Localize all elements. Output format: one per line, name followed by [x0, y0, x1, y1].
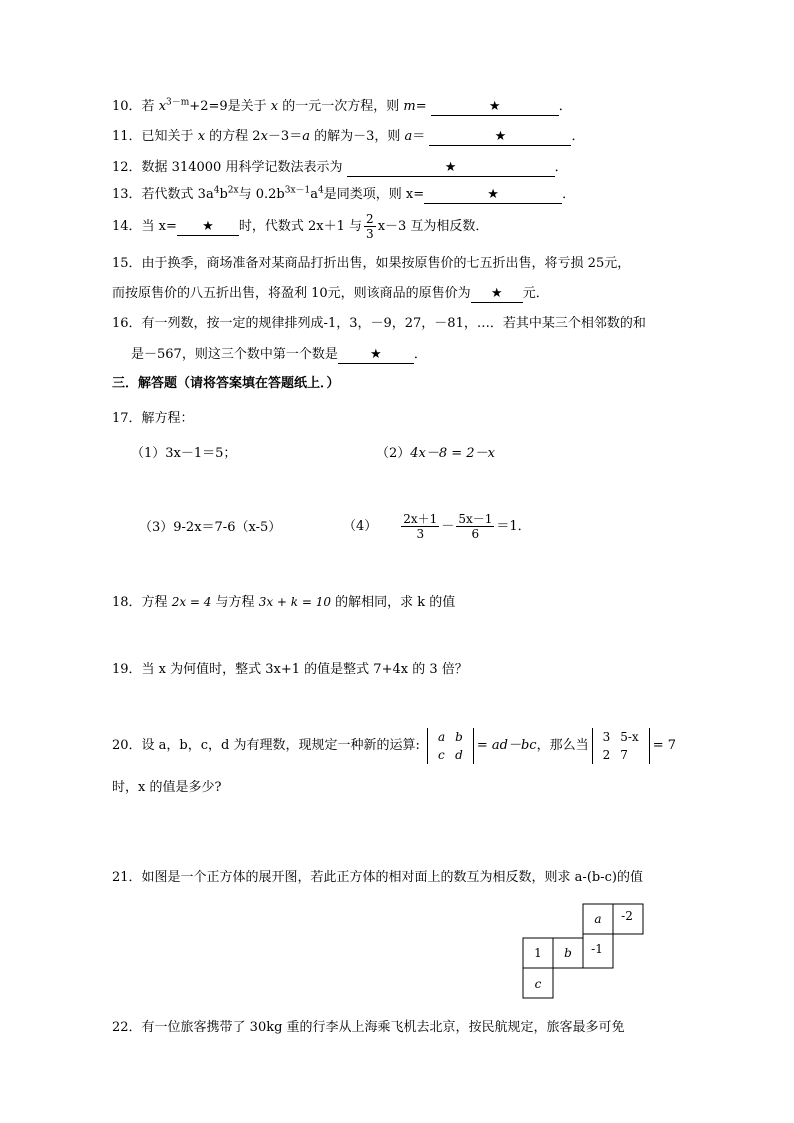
cell-c-label: c — [534, 977, 542, 991]
question-15-line2: 而按原售价的八五折出售，将盈利 10元，则该商品的原售价为 ★ 元． — [112, 286, 549, 301]
q17-part-4: （4） $\frac{2x+1}{3}$ － $\frac{5x-1}{6}$ ＝1． — [343, 512, 531, 541]
fraction-two-thirds: $\frac{2}{3}$ — [366, 212, 374, 241]
fraction-right: $\frac{5x-1}{6}$ — [458, 512, 493, 541]
determinant-definition: a b c d — [427, 728, 474, 764]
q17-part-3: （3）9-2x＝7-6（x-5） — [139, 520, 282, 535]
question-20-line2: 时，x 的值是多少? — [112, 780, 222, 795]
q17-part-1: （1）3x－1＝5； — [131, 446, 237, 461]
star-icon: ★ — [444, 160, 457, 175]
cell-1-label: 1 — [534, 946, 542, 960]
star-icon: ★ — [370, 347, 382, 362]
question-15-line1: 15．由于换季，商场准备对某商品打折出售，如果按原售价的七五折出售，将亏损 25元， — [112, 256, 631, 271]
question-22: 22．有一位旅客携带了 30kg 重的行李从上海乘飞机去北京，按民航规定，旅客最多可免 — [112, 1020, 625, 1035]
cell-neg2-label: -2 — [621, 909, 633, 923]
question-19: 19．当 x 为何值时，整式 3x+1 的值是整式 7+4x 的 3 倍？ — [112, 662, 468, 677]
question-16-line2: 是－567，则这三个数中第一个数是 ★ ． — [131, 347, 427, 362]
question-18: 18．方程 2x = 4 与方程 3x + k = 10 的解相同，求 k 的值 — [112, 595, 456, 610]
cell-neg1-label: -1 — [591, 942, 603, 956]
star-icon: ★ — [494, 129, 507, 144]
question-13: 13．若代数式 $3a^4b^{2x}$与 $0.2b^{3x-1}a^4$是同类项，则 x= ★ ． — [112, 185, 576, 202]
question-10: 10．若 $x^{3-m}+2=9$是关于 x 的一元一次方程，则 m= ★ ． — [112, 97, 572, 114]
question-14: 14．当 x= ★ 时，代数式 2x＋1 与 $\frac{2}{3}$ x－3 互为相反数． — [112, 212, 489, 241]
question-21: 21．如图是一个正方体的展开图，若此正方体的相对面上的数互为相反数，则求 a-(b-c)的值 — [112, 870, 643, 885]
fraction-left: $\frac{2x+1}{3}$ — [403, 512, 438, 541]
question-20: 20．设 a，b，c，d 为有理数，现规定一种新的运算: a b c d = ad－bc，那么当 3 5-x 2 7 = 7 — [112, 729, 676, 762]
q17-part-2: （2）4x－8 = 2－x — [376, 446, 495, 461]
star-icon: ★ — [488, 99, 501, 114]
star-icon: ★ — [487, 187, 499, 202]
question-16-line1: 16．有一列数，按一定的规律排列成-1，3，－9，27，－81，…．若其中某三个相邻数的和 — [112, 316, 646, 331]
question-11: 11．已知关于 x 的方程 2x－3＝a 的解为－3，则 a＝ ★ ． — [112, 129, 585, 144]
question-12: 12．数据 314000 用科学记数法表示为 ★ ． — [112, 160, 568, 175]
section-heading-3: 三．解答题（请将答案填在答题纸上．） — [112, 376, 340, 391]
cell-a-label: a — [594, 912, 602, 926]
star-icon: ★ — [490, 286, 503, 301]
determinant-given: 3 5-x 2 7 — [592, 728, 650, 764]
cell-b-label: b — [564, 946, 572, 960]
star-icon: ★ — [202, 219, 214, 234]
question-17-title: 17．解方程： — [112, 411, 194, 426]
